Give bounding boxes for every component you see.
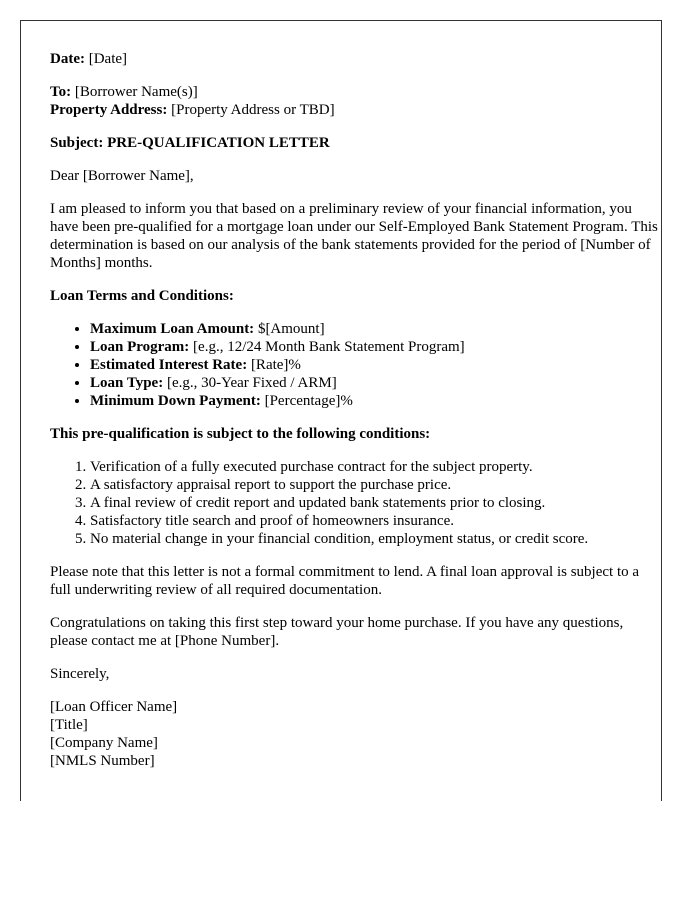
signature-block: [Loan Officer Name] [Title] [Company Name] [NMLS Number] bbox=[50, 699, 178, 769]
salutation: Dear [Borrower Name], bbox=[50, 168, 194, 184]
condition-item: 3. A final review of credit report and updated bank statements prior to closing. bbox=[90, 494, 661, 512]
date-line: Date: [Date] bbox=[50, 51, 128, 67]
letter-page bbox=[20, 20, 662, 801]
term-item: • Minimum Down Payment: [Percentage]% bbox=[90, 392, 661, 410]
conditions-heading: This pre-qualification is subject to the following conditions: bbox=[50, 426, 431, 442]
condition-item: 4. Satisfactory title search and proof of homeowners insurance. bbox=[90, 512, 661, 530]
recipient-block: To: [Borrower Name(s)] Property Address: [Property Address or TBD] bbox=[50, 84, 335, 118]
conditions-list bbox=[50, 458, 661, 548]
term-item: • Loan Type: [e.g., 30-Year Fixed / ARM] bbox=[90, 374, 661, 392]
closing-paragraph: Congratulations on taking this first step toward your home purchase. If you have any questions, please contact me at [Phone Number]. bbox=[50, 615, 624, 649]
term-item: • Maximum Loan Amount: $[Amount] bbox=[90, 320, 661, 338]
term-item: • Estimated Interest Rate: [Rate]% bbox=[90, 356, 661, 374]
terms-heading: Loan Terms and Conditions: bbox=[50, 288, 234, 304]
loan-terms-list bbox=[50, 320, 661, 410]
sign-off: Sincerely, bbox=[50, 666, 110, 682]
note-paragraph: Please note that this letter is not a formal commitment to lend. A final loan approval is subject to a full underwriting review of all required documentation. bbox=[50, 564, 640, 598]
condition-item: 5. No material change in your financial condition, employment status, or credit score. bbox=[90, 530, 661, 548]
subject-line: Subject: PRE-QUALIFICATION LETTER bbox=[50, 135, 330, 151]
condition-item: 1. Verification of a fully executed purchase contract for the subject property. bbox=[90, 458, 661, 476]
term-item: • Loan Program: [e.g., 12/24 Month Bank Statement Program] bbox=[90, 338, 661, 356]
condition-item: 2. A satisfactory appraisal report to support the purchase price. bbox=[90, 476, 661, 494]
intro-paragraph: I am pleased to inform you that based on a preliminary review of your financial information, you have been pre-qualified for a mortgage loan under our Self-Employed Bank Statement Program. This determination is based on our analysis of the bank statements provided for the period of [Number of Months] months. bbox=[50, 201, 658, 271]
